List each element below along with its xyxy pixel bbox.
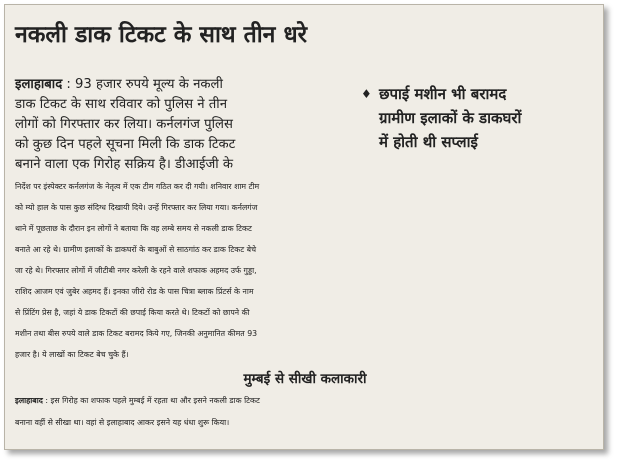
story-line: लोगों को गिरफ्तार कर लिया। कर्नलगंज पुलिस xyxy=(15,117,233,132)
story-line: राशिद आजम एवं जुबेर अहमद हैं। इनका जीरो रोड के पास चित्रा ब्लाक प्रिंटर्स के नाम xyxy=(15,287,254,296)
story-line: बनाते आ रहे थे। ग्रामीण इलाकों के डाकघरों के बाबुओं से साठगांठ कर डाक टिकट बेचे xyxy=(15,245,257,254)
subsection-line: इलाहाबाद : इस गिरोह का शफाक पहले मुम्बई में रहता था और इसने नकली डाक टिकट xyxy=(15,396,260,405)
story-line: से प्रिंटिंग प्रेस है, जहां ये डाक टिकटों की छपाई किया करते थे। टिकटों को छापने की xyxy=(15,308,250,317)
headline: नकली डाक टिकट के साथ तीन धरे xyxy=(15,22,308,48)
subsection-line: बनाना वहीं से सीखा था। वहां से इलाहाबाद आकर इसने यह धंधा शुरू किया। xyxy=(15,418,230,427)
highlight-line-2: ग्रामीण इलाकों के डाकघरों xyxy=(379,109,522,127)
story-line: डाक टिकट के साथ रविवार को पुलिस ने तीन xyxy=(15,97,228,112)
story-line: को म्यो हाल के पास कुछ संदिग्ध दिखायी दिये। उन्हें गिरफ्तार कर लिया गया। कर्नलगंज xyxy=(15,203,258,212)
subsection-heading: मुम्बई से सीखी कलाकारी xyxy=(243,371,367,387)
dateline: इलाहाबाद xyxy=(15,77,63,92)
highlight-line-1: छपाई मशीन भी बरामद xyxy=(379,85,507,103)
story-line: निर्देश पर इंस्पेक्टर कर्नलगंज के नेतृत्व में एक टीम गठित कर दी गयी। शनिवार शाम टीम xyxy=(15,182,260,191)
story-line: मशीन तथा बीस रुपये वाले डाक टिकट बरामद किये गए, जिनकी अनुमानित कीमत 93 xyxy=(15,329,258,338)
story-line: बनाने वाला एक गिरोह सक्रिय है। डीआईजी के xyxy=(15,157,233,172)
subsection-dateline: इलाहाबाद xyxy=(15,396,43,405)
story-line: थाने में पूछताछ के दौरान इन लोगों ने बताया कि वह लम्बे समय से नकली डाक टिकट xyxy=(15,224,252,233)
story-line: हजार है। ये लाखों का टिकट बेच चुके हैं। xyxy=(15,350,129,359)
story-line: को कुछ दिन पहले सूचना मिली कि डाक टिकट xyxy=(15,137,236,152)
story-line: इलाहाबाद : 93 हजार रुपये मूल्य के नकली xyxy=(15,77,223,92)
bullet-diamond-icon: ♦ xyxy=(361,87,372,101)
newspaper-clipping xyxy=(4,4,604,450)
story-line: जा रहे थे। गिरफ्तार लोगों में जीटीबी नगर करेली के रहने वाले शफाक अहमद उर्फ गुड्डा, xyxy=(15,266,257,275)
highlight-line-3: में होती थी सप्लाई xyxy=(379,133,478,151)
